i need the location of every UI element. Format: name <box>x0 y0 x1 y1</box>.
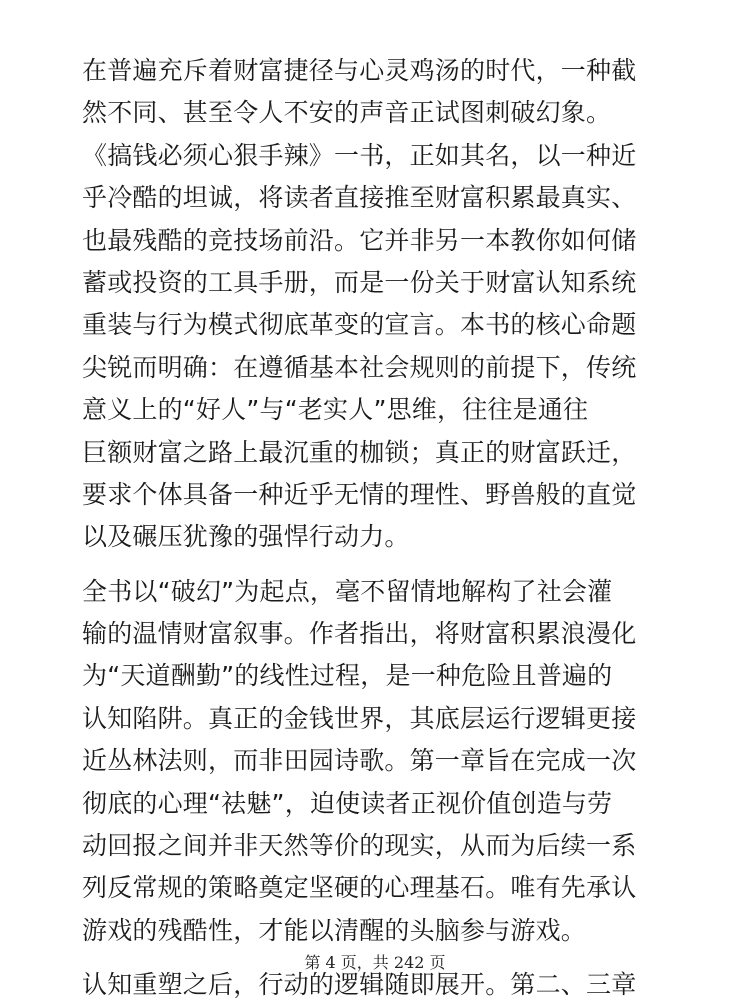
text-line: 巨额财富之路上最沉重的枷锁；真正的财富跃迁， <box>82 437 637 467</box>
text-line: 也最残酷的竞技场前沿。它并非另一本教你如何储 <box>82 225 637 255</box>
text-line: 全书以“破幻”为起点，毫不留情地解构了社会灌 <box>82 576 613 606</box>
text-line: 认知陷阱。真正的金钱世界，其底层运行逻辑更接 <box>82 703 637 733</box>
paragraph <box>82 50 662 559</box>
text-line: 重装与行为模式彻底革变的宣言。本书的核心命题 <box>82 310 637 340</box>
text-line: 尖锐而明确：在遵循基本社会规则的前提下，传统 <box>82 352 637 382</box>
text-line: 认知重塑之后，行动的逻辑随即展开。第二、三章 <box>82 970 637 1000</box>
text-line: 蓄或投资的工具手册，而是一份关于财富认知系统 <box>82 267 637 297</box>
text-line: 以及碾压犹豫的强悍行动力。 <box>82 522 410 552</box>
text-line: 然不同、甚至令人不安的声音正试图刺破幻象。 <box>82 98 612 128</box>
text-line: 在普遍充斥着财富捷径与心灵鸡汤的时代，一种截 <box>82 56 637 85</box>
text-line: 意义上的“好人”与“老实人”思维，往往是通往 <box>82 395 589 425</box>
text-line: 要求个体具备一种近乎无情的理性、野兽般的直觉 <box>82 479 637 509</box>
text-line: 游戏的残酷性，才能以清醒的头脑参与游戏。 <box>82 915 587 945</box>
text-line: 动回报之间并非天然等价的现实，从而为后续一系 <box>82 831 637 861</box>
text-line: 乎冷酷的坦诚，将读者直接推至财富积累最真实、 <box>82 183 637 213</box>
page-indicator: 第 4 页，共 242 页 <box>304 953 446 972</box>
text-line: 输的温情财富叙事。作者指出，将财富积累浪漫化 <box>82 619 637 649</box>
text-line: 为“天道酬勤”的线性过程，是一种危险且普遍的 <box>82 661 613 691</box>
text-line: 近丛林法则，而非田园诗歌。第一章旨在完成一次 <box>82 746 637 776</box>
paragraph <box>82 571 662 953</box>
document-body <box>82 50 662 1007</box>
text-line: 《搞钱必须心狠手辣》一书，正如其名，以一种近 <box>82 140 637 170</box>
text-line: 彻底的心理“祛魅”，迫使读者正视价值创造与劳 <box>82 788 613 818</box>
text-line: 列反常规的策略奠定坚硬的心理基石。唯有先承认 <box>82 873 637 903</box>
